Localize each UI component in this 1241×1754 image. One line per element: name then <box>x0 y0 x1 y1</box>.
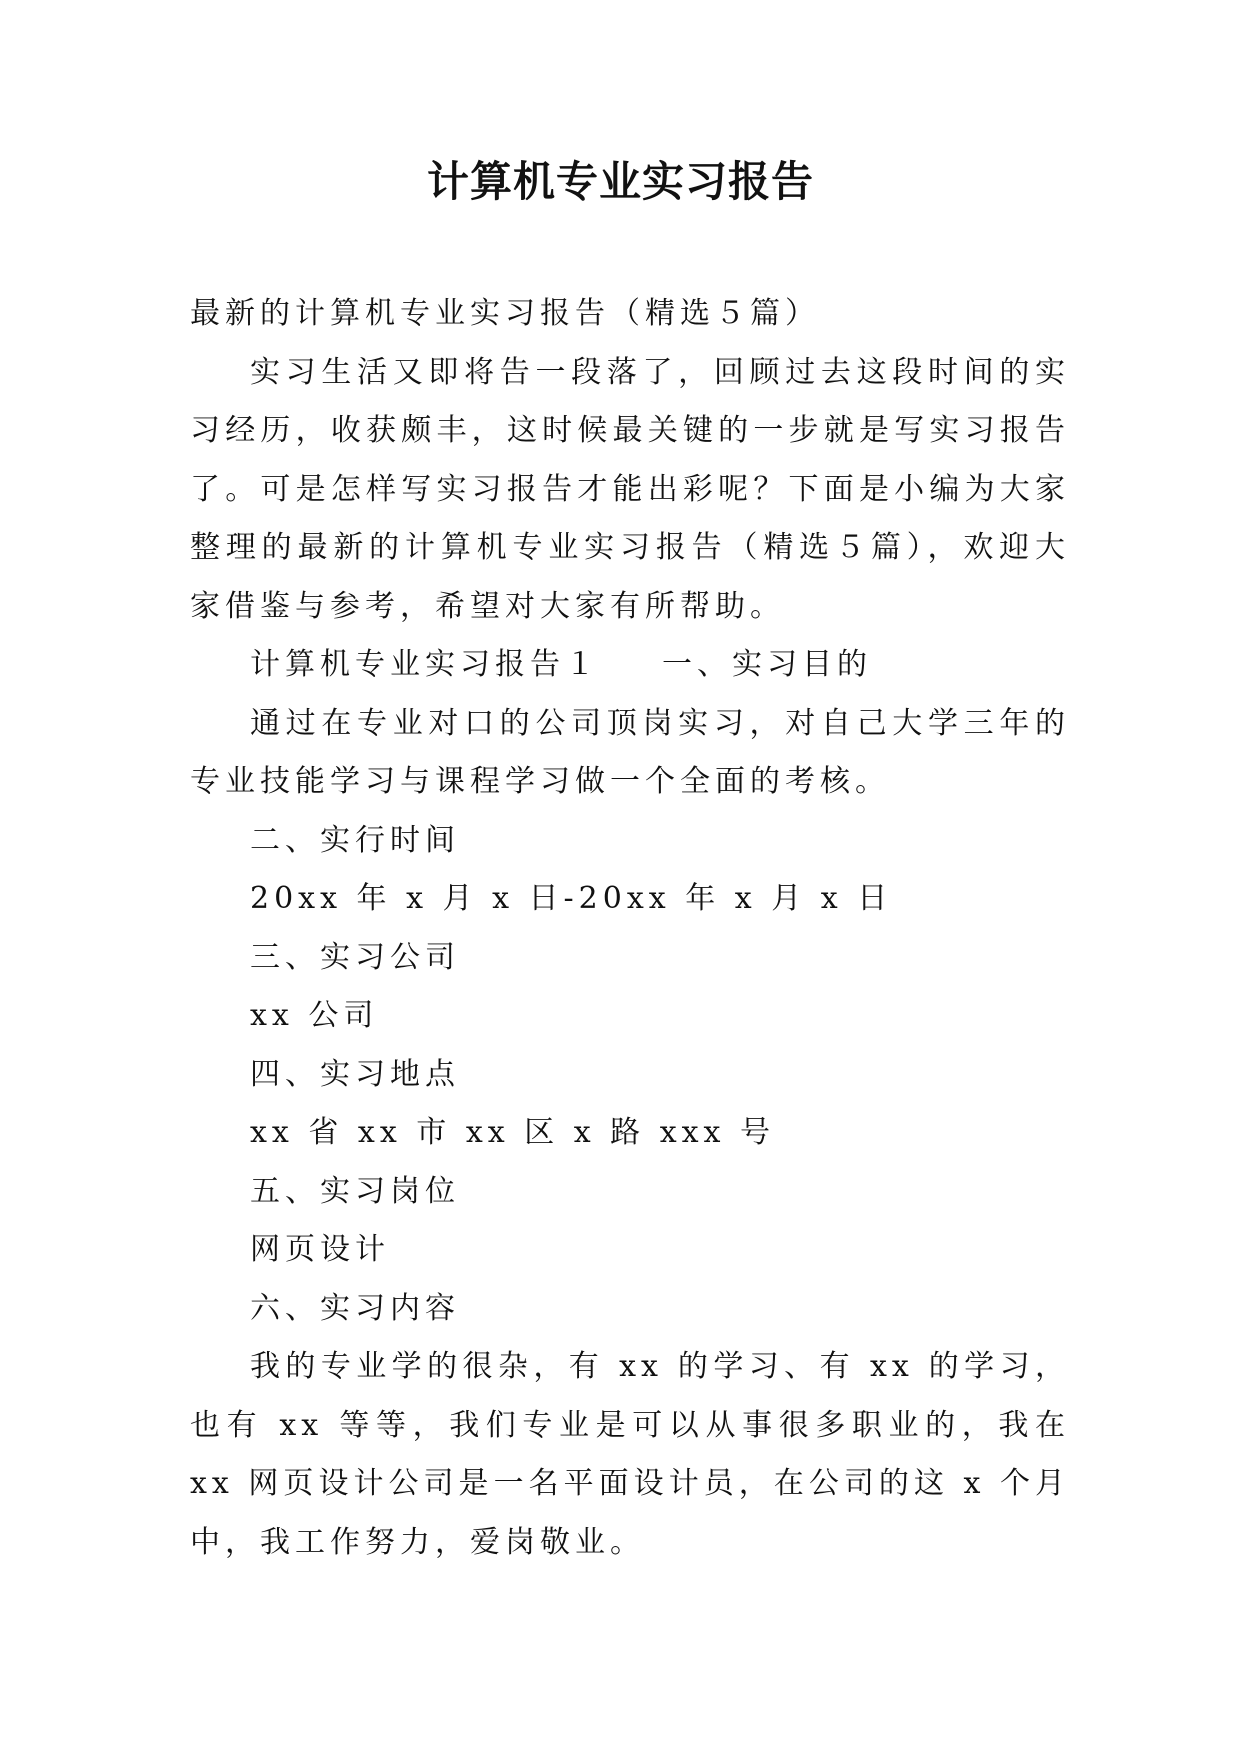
document-body <box>190 285 1070 1572</box>
section6-heading: 六、实习内容 <box>250 1290 460 1326</box>
section2-text: 20xx 年 x 月 x 日-20xx 年 x 月 x 日 <box>250 881 893 916</box>
section1-text: 通过在专业对口的公司顶岗实习，对自己大学三年的专业技能学习与课程学习做一个全面的考核。 <box>190 705 1070 799</box>
section1-heading: 一、实习目的 <box>662 647 872 682</box>
section4-heading: 四、实习地点 <box>250 1056 460 1092</box>
report-heading: 计算机专业实习报告１ <box>250 647 600 682</box>
report-heading-line <box>190 636 1070 695</box>
subtitle: 最新的计算机专业实习报告（精选５篇） <box>190 296 820 331</box>
section3-text: xx 公司 <box>250 998 379 1033</box>
intro-paragraph: 实习生活又即将告一段落了，回顾过去这段时间的实习经历，收获颇丰，这时候最关键的一步就是写实习报告了。可是怎样写实习报告才能出彩呢？下面是小编为大家整理的最新的计算机专业实习报告（精选５篇），欢迎大家借鉴与参考，希望对大家有所帮助。 <box>190 354 1070 624</box>
section4-text: xx 省 xx 市 xx 区 x 路 xxx 号 <box>250 1115 776 1150</box>
section5-text: 网页设计 <box>250 1232 390 1267</box>
section3-heading: 三、实习公司 <box>250 939 460 975</box>
section2-heading: 二、实行时间 <box>250 822 460 858</box>
section6-text: 我的专业学的很杂，有 xx 的学习、有 xx 的学习，也有 xx 等等，我们专业是可以从事很多职业的，我在 xx 网页设计公司是一名平面设计员，在公司的这 x 个月中，我工作努力，爱岗敬业。 <box>190 1349 1070 1560</box>
section5-heading: 五、实习岗位 <box>250 1173 460 1209</box>
document-title: 计算机专业实习报告 <box>426 157 814 206</box>
